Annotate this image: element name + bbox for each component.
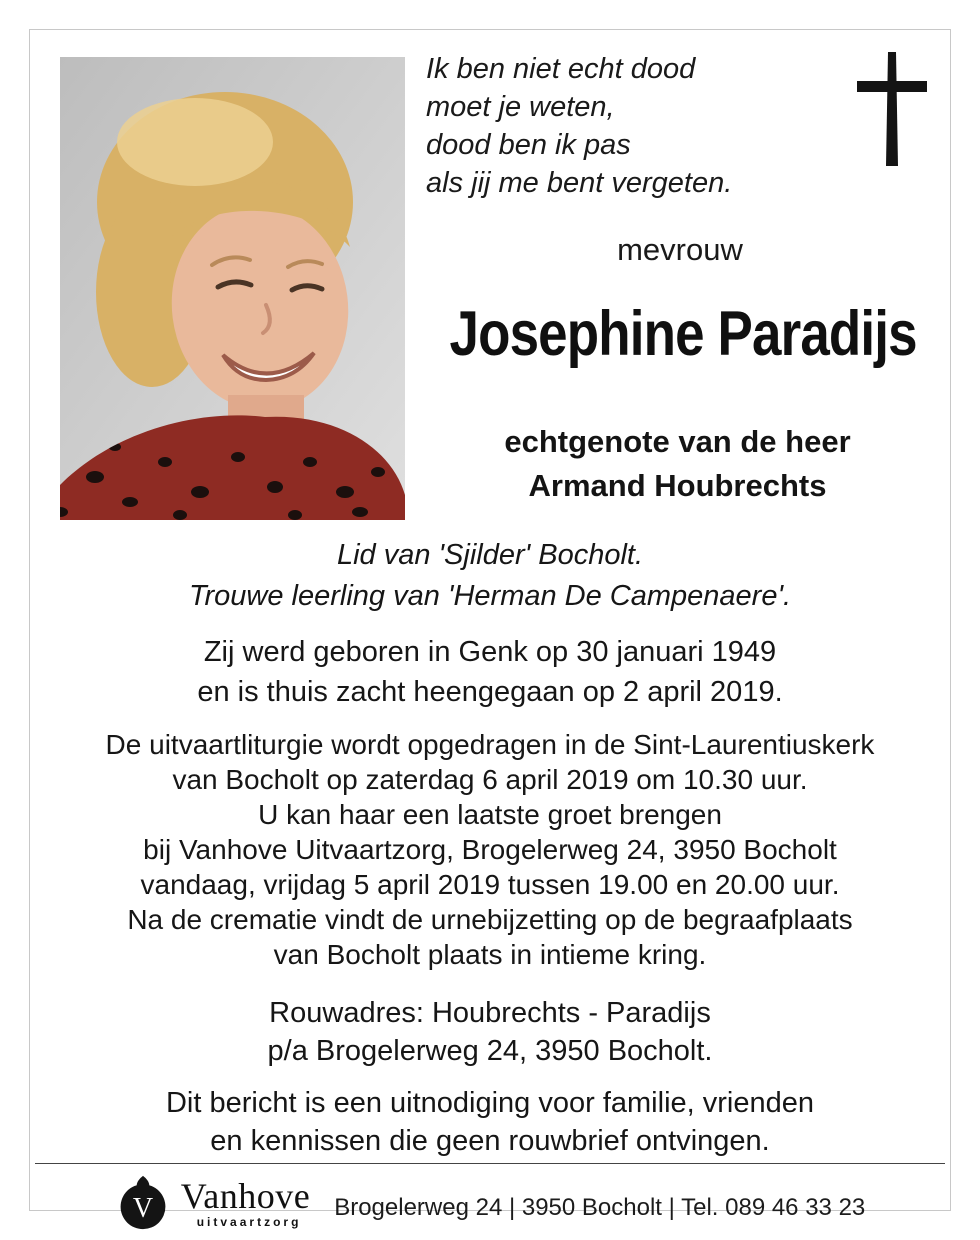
life-dates-line: en is thuis zacht heengegaan op 2 april 2019. <box>197 676 783 708</box>
invitation-notice-line: Dit bericht is een uitnodiging voor familie, vrienden <box>165 1087 814 1119</box>
poem-line: als jij me bent vergeten. <box>426 167 733 199</box>
poem-line: moet je weten, <box>426 91 615 123</box>
service-info-line: bij Vanhove Uitvaartzorg, Brogelerweg 24, 3950 Bocholt <box>143 834 837 865</box>
memberships <box>0 535 980 617</box>
brand-name: Vanhove <box>180 1176 311 1216</box>
footer <box>0 1172 980 1234</box>
portrait-photo <box>60 57 405 520</box>
spouse-name: Armand Houbrechts <box>528 468 827 503</box>
vanhove-logo-icon <box>115 1175 171 1231</box>
poem-line: dood ben ik pas <box>426 129 631 161</box>
brand-block <box>181 1178 310 1228</box>
service-info-line: U kan haar een laatste groet brengen <box>258 799 722 830</box>
life-dates-line: Zij werd geboren in Genk op 30 januari 1949 <box>203 636 777 668</box>
mourning-address <box>0 994 980 1070</box>
membership-line: Trouwe leerling van 'Herman De Campenaere'. <box>188 580 792 612</box>
footer-contact: Brogelerweg 24 | 3950 Bocholt | Tel. 089 46 33 23 <box>334 1194 866 1221</box>
footer-divider <box>35 1163 945 1164</box>
service-info <box>0 727 980 972</box>
latin-cross-icon <box>856 50 928 168</box>
brand-subtitle: uitvaartzorg <box>196 1215 302 1229</box>
service-info-line: van Bocholt plaats in intieme kring. <box>273 939 707 970</box>
membership-line: Lid van 'Sjilder' Bocholt. <box>336 539 644 571</box>
salutation: mevrouw <box>617 232 743 267</box>
life-dates <box>0 632 980 712</box>
logo-letter: V <box>132 1193 153 1224</box>
service-info-line: van Bocholt op zaterdag 6 april 2019 om 10.30 uur. <box>172 764 808 795</box>
invitation-notice <box>0 1084 980 1160</box>
poem <box>426 50 856 202</box>
mourning-address-line: Rouwadres: Houbrechts - Paradijs <box>269 997 711 1029</box>
portrait-illustration <box>60 57 405 520</box>
deceased-name: Josephine Paradijs <box>449 299 917 369</box>
service-info-line: vandaag, vrijdag 5 april 2019 tussen 19.00 en 20.00 uur. <box>140 869 840 900</box>
service-info-line: De uitvaartliturgie wordt opgedragen in de Sint-Laurentiuskerk <box>105 729 875 760</box>
service-info-line: Na de crematie vindt de urnebijzetting op de begraafplaats <box>127 904 853 935</box>
mourning-address-line: p/a Brogelerweg 24, 3950 Bocholt. <box>267 1035 713 1067</box>
spouse-relation-line: echtgenote van de heer <box>504 424 851 459</box>
deceased-name-wrap <box>405 298 950 370</box>
poem-line: Ik ben niet echt dood <box>426 53 696 85</box>
spouse-relation <box>405 420 950 508</box>
invitation-notice-line: en kennissen die geen rouwbrief ontvingen. <box>210 1125 770 1157</box>
